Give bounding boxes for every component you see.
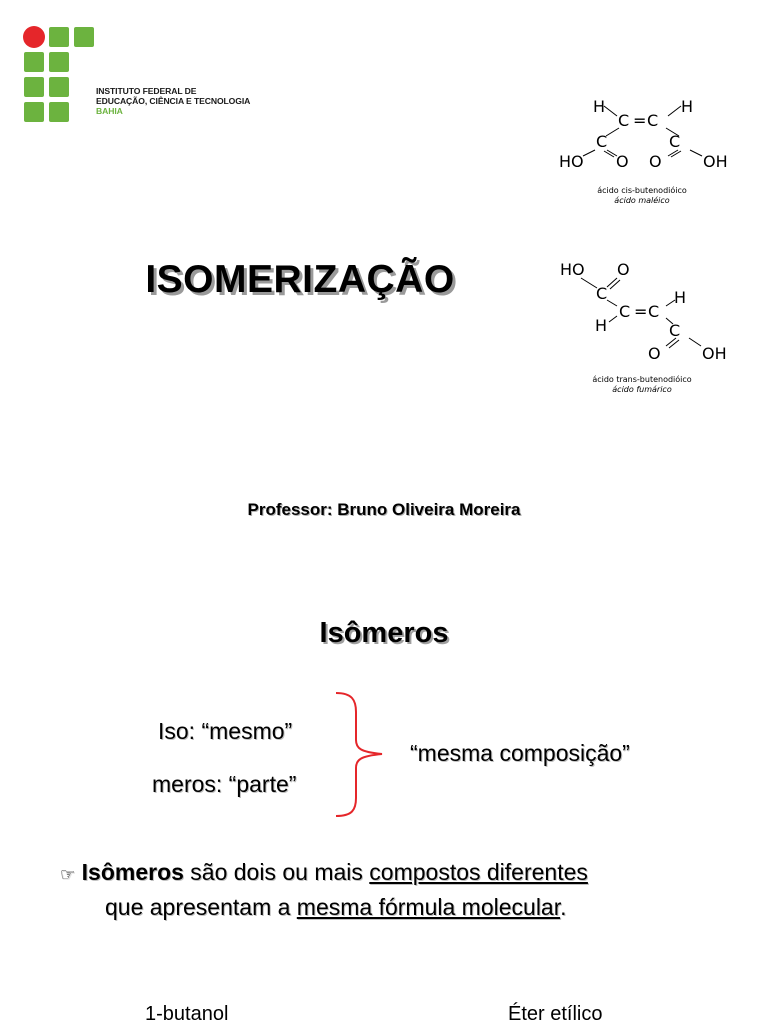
compound-label: 1-butanol <box>145 1003 229 1025</box>
logo-line-1: INSTITUTO FEDERAL DE <box>96 86 197 96</box>
logo-square <box>49 27 69 47</box>
atom-c: C <box>669 132 681 151</box>
logo-square <box>49 52 69 72</box>
double-bond: = <box>634 302 648 321</box>
definition-text: são dois ou mais <box>183 859 370 885</box>
atom-o: O <box>648 344 661 363</box>
atom-c: C <box>596 132 608 151</box>
logo-line-2: EDUCAÇÃO, CIÊNCIA E TECNOLOGIA <box>96 96 251 106</box>
definition-period: . <box>560 894 567 920</box>
definition-text: que apresentam a <box>105 894 297 920</box>
fumaric-acid-structure <box>555 256 735 398</box>
definition-term: Isômeros <box>81 859 184 885</box>
atom-c: C <box>596 284 608 303</box>
definition-paragraph <box>60 856 740 923</box>
atom-ho: HO <box>560 260 585 279</box>
atom-c: C <box>619 302 631 321</box>
definition-underlined: mesma fórmula molecular <box>296 894 561 920</box>
molecule-caption: ácido trans-butenodióico <box>592 375 692 384</box>
atom-c: C <box>618 111 630 130</box>
atom-oh: OH <box>703 152 728 171</box>
ifba-logo <box>22 25 98 123</box>
atom-h: H <box>595 316 608 335</box>
page-title: ISOMERIZAÇÃO <box>145 258 455 301</box>
definition-underlined: compostos diferentes <box>369 859 588 885</box>
molecule-caption: ácido cis-butenodióico <box>597 186 687 195</box>
logo-square <box>49 102 69 122</box>
professor-name: Professor: Bruno Oliveira Moreira <box>247 500 521 519</box>
compound-label: Éter etílico <box>508 1003 603 1025</box>
logo-red-dot <box>23 26 45 48</box>
atom-h: H <box>674 288 687 307</box>
atom-o: O <box>649 152 662 171</box>
curly-brace <box>330 690 390 820</box>
logo-text <box>96 86 250 116</box>
atom-ho: HO <box>559 152 584 171</box>
molecule-caption-common: ácido maléico <box>614 196 670 205</box>
logo-line-3: BAHIA <box>96 106 123 116</box>
maleic-acid-structure <box>555 92 735 210</box>
logo-square <box>49 77 69 97</box>
logo-square <box>24 77 44 97</box>
double-bond: = <box>633 111 647 130</box>
atom-c: C <box>669 321 681 340</box>
atom-o: O <box>617 260 630 279</box>
meaning-text: “mesma composição” <box>410 740 630 766</box>
atom-c: C <box>648 302 660 321</box>
atom-h: H <box>593 97 606 116</box>
etymology-iso: Iso: “mesmo” <box>158 718 293 744</box>
atom-oh: OH <box>702 344 727 363</box>
atom-h: H <box>681 97 694 116</box>
logo-square <box>24 52 44 72</box>
logo-square <box>24 102 44 122</box>
atom-c: C <box>647 111 659 130</box>
atom-o: O <box>616 152 629 171</box>
logo-square <box>74 27 94 47</box>
section-heading: Isômeros <box>319 617 449 649</box>
etymology-meros: meros: “parte” <box>152 771 297 797</box>
pointing-hand-icon: ☞ <box>60 865 76 885</box>
molecule-caption-common: ácido fumárico <box>612 385 672 394</box>
